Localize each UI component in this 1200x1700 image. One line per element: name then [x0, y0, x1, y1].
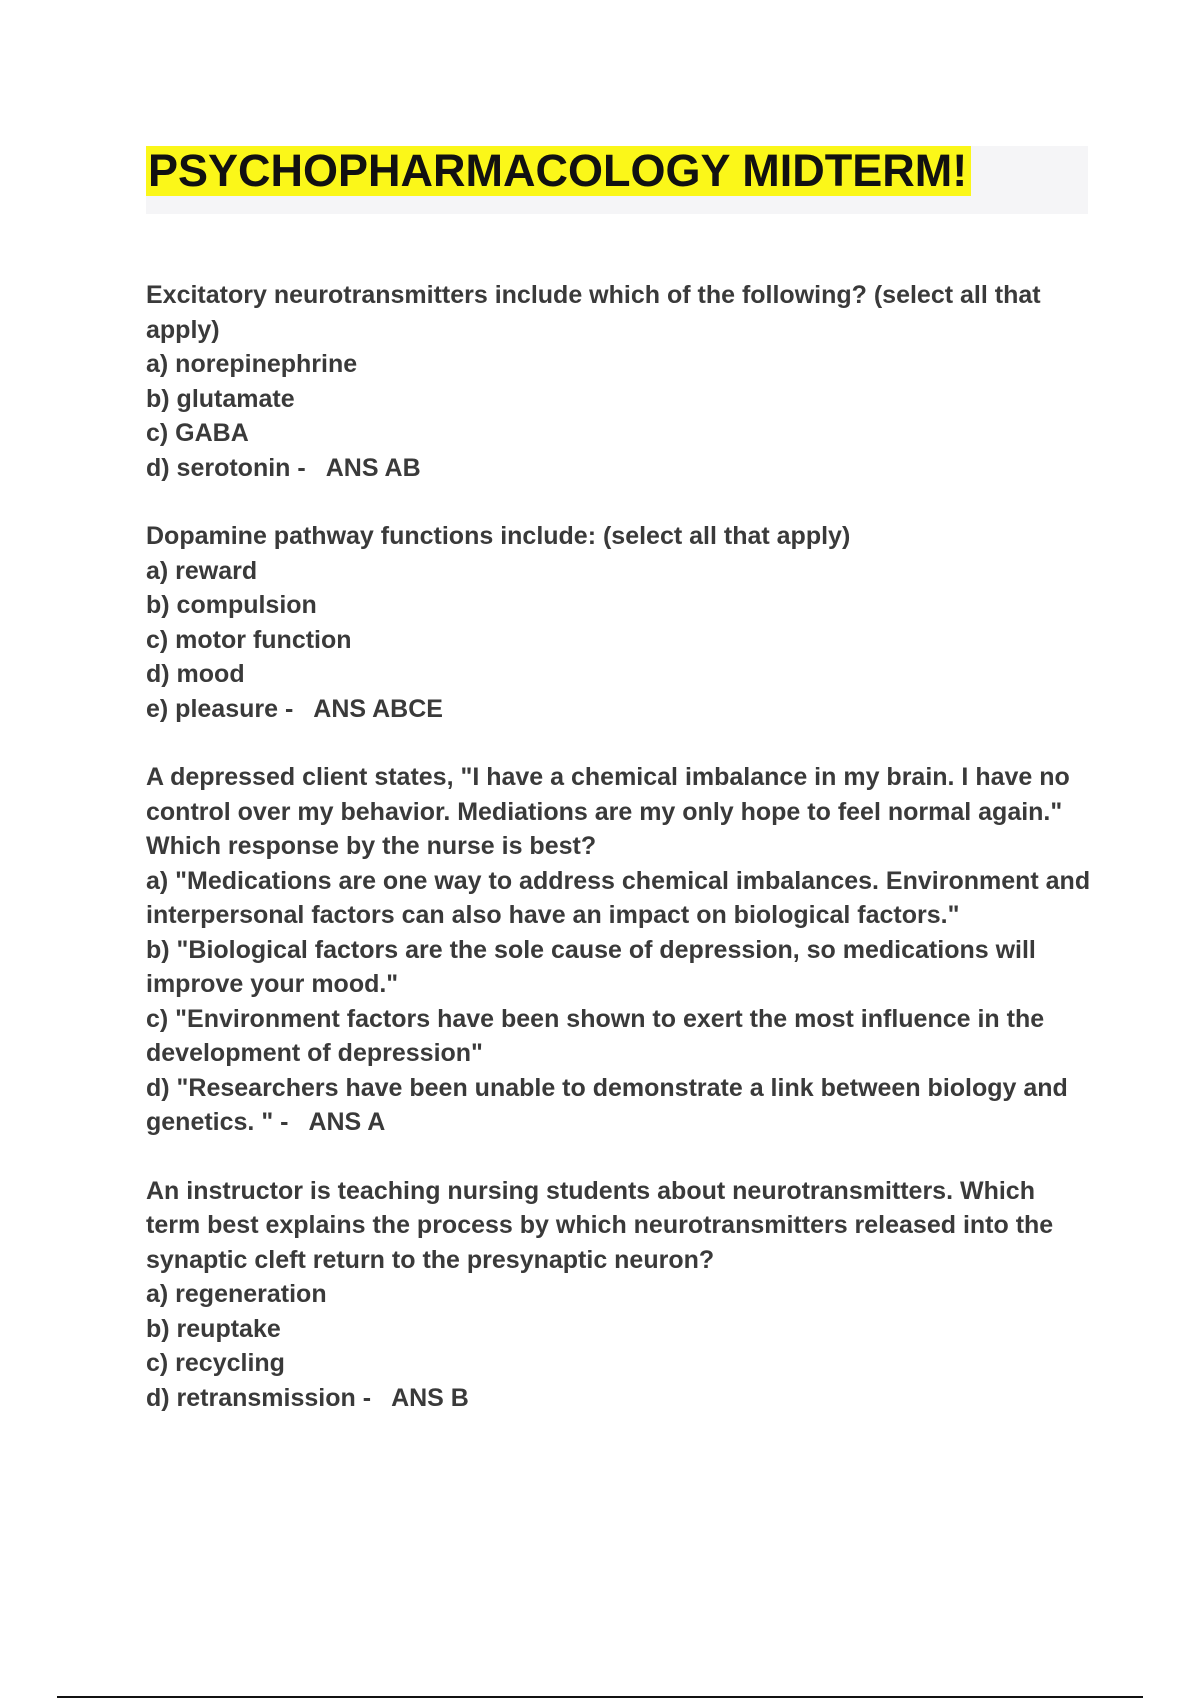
- question-1: [146, 278, 1096, 485]
- question-list: [146, 278, 1096, 1449]
- option-b: b) "Biological factors are the sole cause of depression, so medications will improve your mood.": [146, 935, 1036, 998]
- option-b: b) compulsion: [146, 591, 317, 619]
- answer-key: ANS ABCE: [313, 694, 443, 723]
- option-d: d) mood: [146, 660, 245, 688]
- answer-key: ANS A: [308, 1108, 386, 1136]
- question-stem: A depressed client states, "I have a chemical imbalance in my brain. I have no control over my behavior. Mediations are my only hope to feel normal again." Which response by the nurse is best?: [146, 763, 1070, 860]
- question-3: [146, 760, 1096, 1140]
- question-stem: An instructor is teaching nursing students about neurotransmitters. Which term best explains the process by which neurotransmitters released into the synaptic cleft return to the presynaptic neuron?: [146, 1176, 1054, 1274]
- question-2: [146, 519, 1096, 726]
- option-b: b) glutamate: [146, 384, 295, 413]
- question-stem: Excitatory neurotransmitters include which of the following? (select all that apply): [146, 281, 1041, 344]
- option-d-with-answer: [146, 451, 1096, 486]
- option-e-with-answer: [146, 692, 1096, 727]
- option-a: a) reward: [146, 556, 258, 585]
- option-c: c) "Environment factors have been shown to exert the most influence in the development of depression": [146, 1004, 1045, 1067]
- option-c: c) recycling: [146, 1349, 285, 1377]
- option-e: e) pleasure -: [146, 694, 294, 723]
- option-d: d) serotonin -: [146, 453, 306, 482]
- answer-key: ANS B: [391, 1383, 469, 1412]
- option-c: c) GABA: [146, 419, 249, 447]
- option-a: a) regeneration: [146, 1280, 327, 1308]
- option-a: a) norepinephrine: [146, 350, 358, 378]
- question-4: [146, 1174, 1096, 1416]
- option-b: b) reuptake: [146, 1314, 281, 1343]
- option-c: c) motor function: [146, 625, 352, 654]
- question-stem: Dopamine pathway functions include: (select all that apply): [146, 522, 851, 550]
- answer-key: ANS AB: [325, 453, 421, 482]
- option-d: d) "Researchers have been unable to demonstrate a link between biology and genetics. " -: [146, 1073, 1068, 1136]
- option-d-with-answer: [146, 1381, 1096, 1416]
- option-a: a) "Medications are one way to address chemical imbalances. Environment and interpersonal factors can also have an impact on biological factors.": [146, 866, 1091, 929]
- option-d-with-answer: [146, 1071, 1096, 1140]
- footer-divider: [57, 1696, 1143, 1698]
- option-d: d) retransmission -: [146, 1383, 372, 1412]
- document-title: PSYCHOPHARMACOLOGY MIDTERM!: [146, 146, 971, 196]
